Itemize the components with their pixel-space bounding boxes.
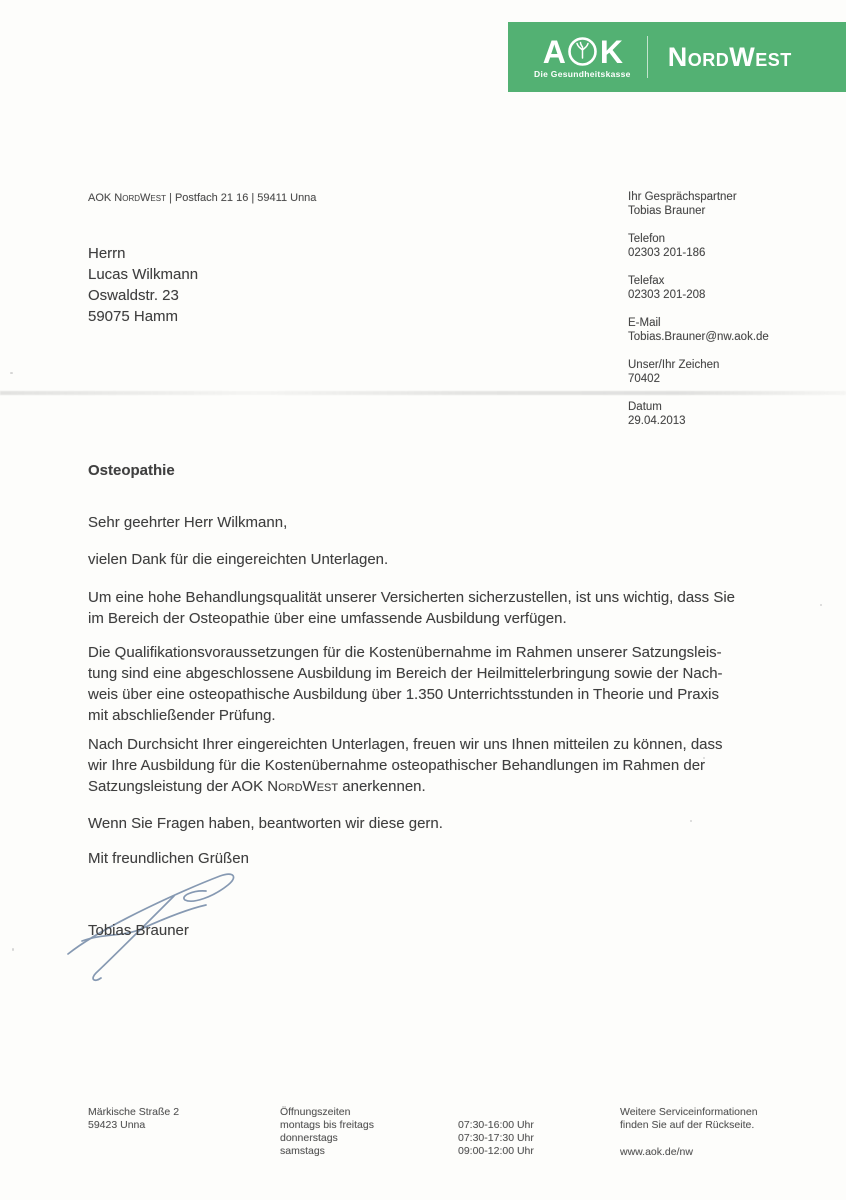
region-seg: N bbox=[667, 41, 688, 72]
paragraph-line: weis über eine osteopathische Ausbildung über 1.350 Unterrichtsstunden in Theorie und Praxis bbox=[88, 686, 719, 703]
footer-service-info bbox=[620, 1106, 758, 1132]
info-email bbox=[628, 316, 769, 344]
footer-service-line: Weitere Serviceinformationen bbox=[620, 1106, 758, 1118]
subject-line: Osteopathie bbox=[88, 462, 175, 479]
sender-brand: AOK bbox=[88, 192, 115, 204]
paragraph-approval bbox=[88, 734, 723, 797]
info-value: Tobias Brauner bbox=[628, 205, 706, 217]
info-label: E-Mail bbox=[628, 317, 661, 329]
info-value: 29.04.2013 bbox=[628, 415, 686, 427]
info-value: Tobias.Brauner@nw.aok.de bbox=[628, 331, 769, 343]
info-label: Ihr Gesprächspartner bbox=[628, 191, 737, 203]
aok-header-banner bbox=[508, 22, 846, 92]
info-zeichen bbox=[628, 358, 769, 386]
paragraph-line: Die Qualifikationsvoraussetzungen für die Kostenübernahme im Rahmen unserer Satzungsleis- bbox=[88, 644, 722, 661]
scan-speck bbox=[703, 757, 705, 759]
info-telefon bbox=[628, 232, 769, 260]
info-label: Telefax bbox=[628, 275, 665, 287]
footer-day: samstags bbox=[280, 1145, 325, 1157]
info-value: 02303 201-186 bbox=[628, 247, 706, 259]
recipient-address bbox=[88, 243, 198, 327]
salutation: Sehr geehrter Herr Wilkmann, bbox=[88, 514, 288, 531]
sender-region: NordWest bbox=[114, 192, 166, 204]
aok-logo bbox=[534, 33, 631, 79]
sender-line bbox=[88, 192, 316, 204]
footer-service-line: finden Sie auf der Rückseite. bbox=[620, 1119, 755, 1131]
paragraph-quality bbox=[88, 587, 735, 629]
footer-hours-title: Öffnungszeiten bbox=[280, 1106, 351, 1118]
paragraph-line: Nach Durchsicht Ihrer eingereichten Unterlagen, freuen wir uns Ihnen mitteilen zu können, dass bbox=[88, 736, 723, 753]
footer-address-line: 59423 Unna bbox=[88, 1119, 146, 1131]
p4-prefix: Satzungsleistung der AOK bbox=[88, 778, 268, 795]
aok-logo-letter-a: A bbox=[542, 33, 565, 70]
aok-logo-letters bbox=[534, 33, 631, 70]
info-label: Telefon bbox=[628, 233, 666, 245]
paragraph-line: tung sind eine abgeschlossene Ausbildung im Bereich der Heilmittelerbringung sowie der Nach- bbox=[88, 665, 723, 682]
footer-time: 09:00-12:00 Uhr bbox=[458, 1145, 534, 1157]
info-telefax bbox=[628, 274, 769, 302]
closing-line: Mit freundlichen Grüßen bbox=[88, 850, 249, 867]
p4-suffix: anerkennen. bbox=[338, 778, 426, 795]
aok-tree-icon bbox=[567, 36, 598, 67]
footer-hours-times bbox=[458, 1119, 534, 1158]
paragraph-line: wir Ihre Ausbildung für die Kostenübernahme osteopathischer Behandlungen im Rahmen der bbox=[88, 757, 706, 774]
recipient-line: Lucas Wilkmann bbox=[88, 266, 199, 283]
footer-time: 07:30-16:00 Uhr bbox=[458, 1119, 534, 1131]
footer-website: www.aok.de/nw bbox=[620, 1146, 693, 1158]
paragraph-line: Um eine hohe Behandlungsqualität unserer Versicherten sicherzustellen, ist uns wichtig, dass Sie bbox=[88, 589, 736, 606]
info-contact-person bbox=[628, 190, 769, 218]
info-value: 02303 201-208 bbox=[628, 289, 706, 301]
info-datum bbox=[628, 400, 769, 428]
signer-name: Tobias Brauner bbox=[88, 922, 189, 939]
scan-speck bbox=[820, 604, 822, 606]
recipient-line: Oswaldstr. 23 bbox=[88, 287, 179, 304]
sender-rest: | Postfach 21 16 | 59411 Unna bbox=[165, 192, 317, 204]
contact-info-column bbox=[628, 190, 769, 442]
footer-hours-days bbox=[280, 1119, 374, 1158]
paper-crease bbox=[0, 391, 846, 395]
paragraph-line bbox=[88, 776, 723, 797]
paragraph-questions: Wenn Sie Fragen haben, beantworten wir diese gern. bbox=[88, 815, 443, 832]
footer-day: montags bis freitags bbox=[280, 1119, 374, 1131]
scan-speck bbox=[12, 948, 14, 951]
scan-speck bbox=[10, 372, 13, 374]
aok-logo-letter-k: K bbox=[599, 33, 622, 70]
recipient-line: Herrn bbox=[88, 245, 126, 262]
scan-speck bbox=[690, 820, 692, 822]
p4-brand: NordWest bbox=[267, 778, 339, 795]
region-seg: W bbox=[729, 41, 756, 72]
paragraph-requirements bbox=[88, 642, 723, 726]
region-seg: EST bbox=[755, 49, 792, 70]
info-label: Datum bbox=[628, 401, 662, 413]
footer-time: 07:30-17:30 Uhr bbox=[458, 1132, 534, 1144]
banner-divider bbox=[647, 36, 648, 78]
region-name-nordwest bbox=[668, 42, 792, 73]
paragraph-line: mit abschließender Prüfung. bbox=[88, 707, 276, 724]
region-seg: ORD bbox=[687, 49, 730, 70]
footer-street-address bbox=[88, 1106, 179, 1132]
info-value: 70402 bbox=[628, 373, 660, 385]
paragraph-line: im Bereich der Osteopathie über eine umfassende Ausbildung verfügen. bbox=[88, 610, 567, 627]
footer-day: donnerstags bbox=[280, 1132, 338, 1144]
paragraph-thanks: vielen Dank für die eingereichten Unterlagen. bbox=[88, 551, 389, 568]
info-label: Unser/Ihr Zeichen bbox=[628, 359, 720, 371]
footer-address-line: Märkische Straße 2 bbox=[88, 1106, 180, 1118]
recipient-line: 59075 Hamm bbox=[88, 308, 179, 325]
aok-tagline: Die Gesundheitskasse bbox=[534, 68, 631, 79]
